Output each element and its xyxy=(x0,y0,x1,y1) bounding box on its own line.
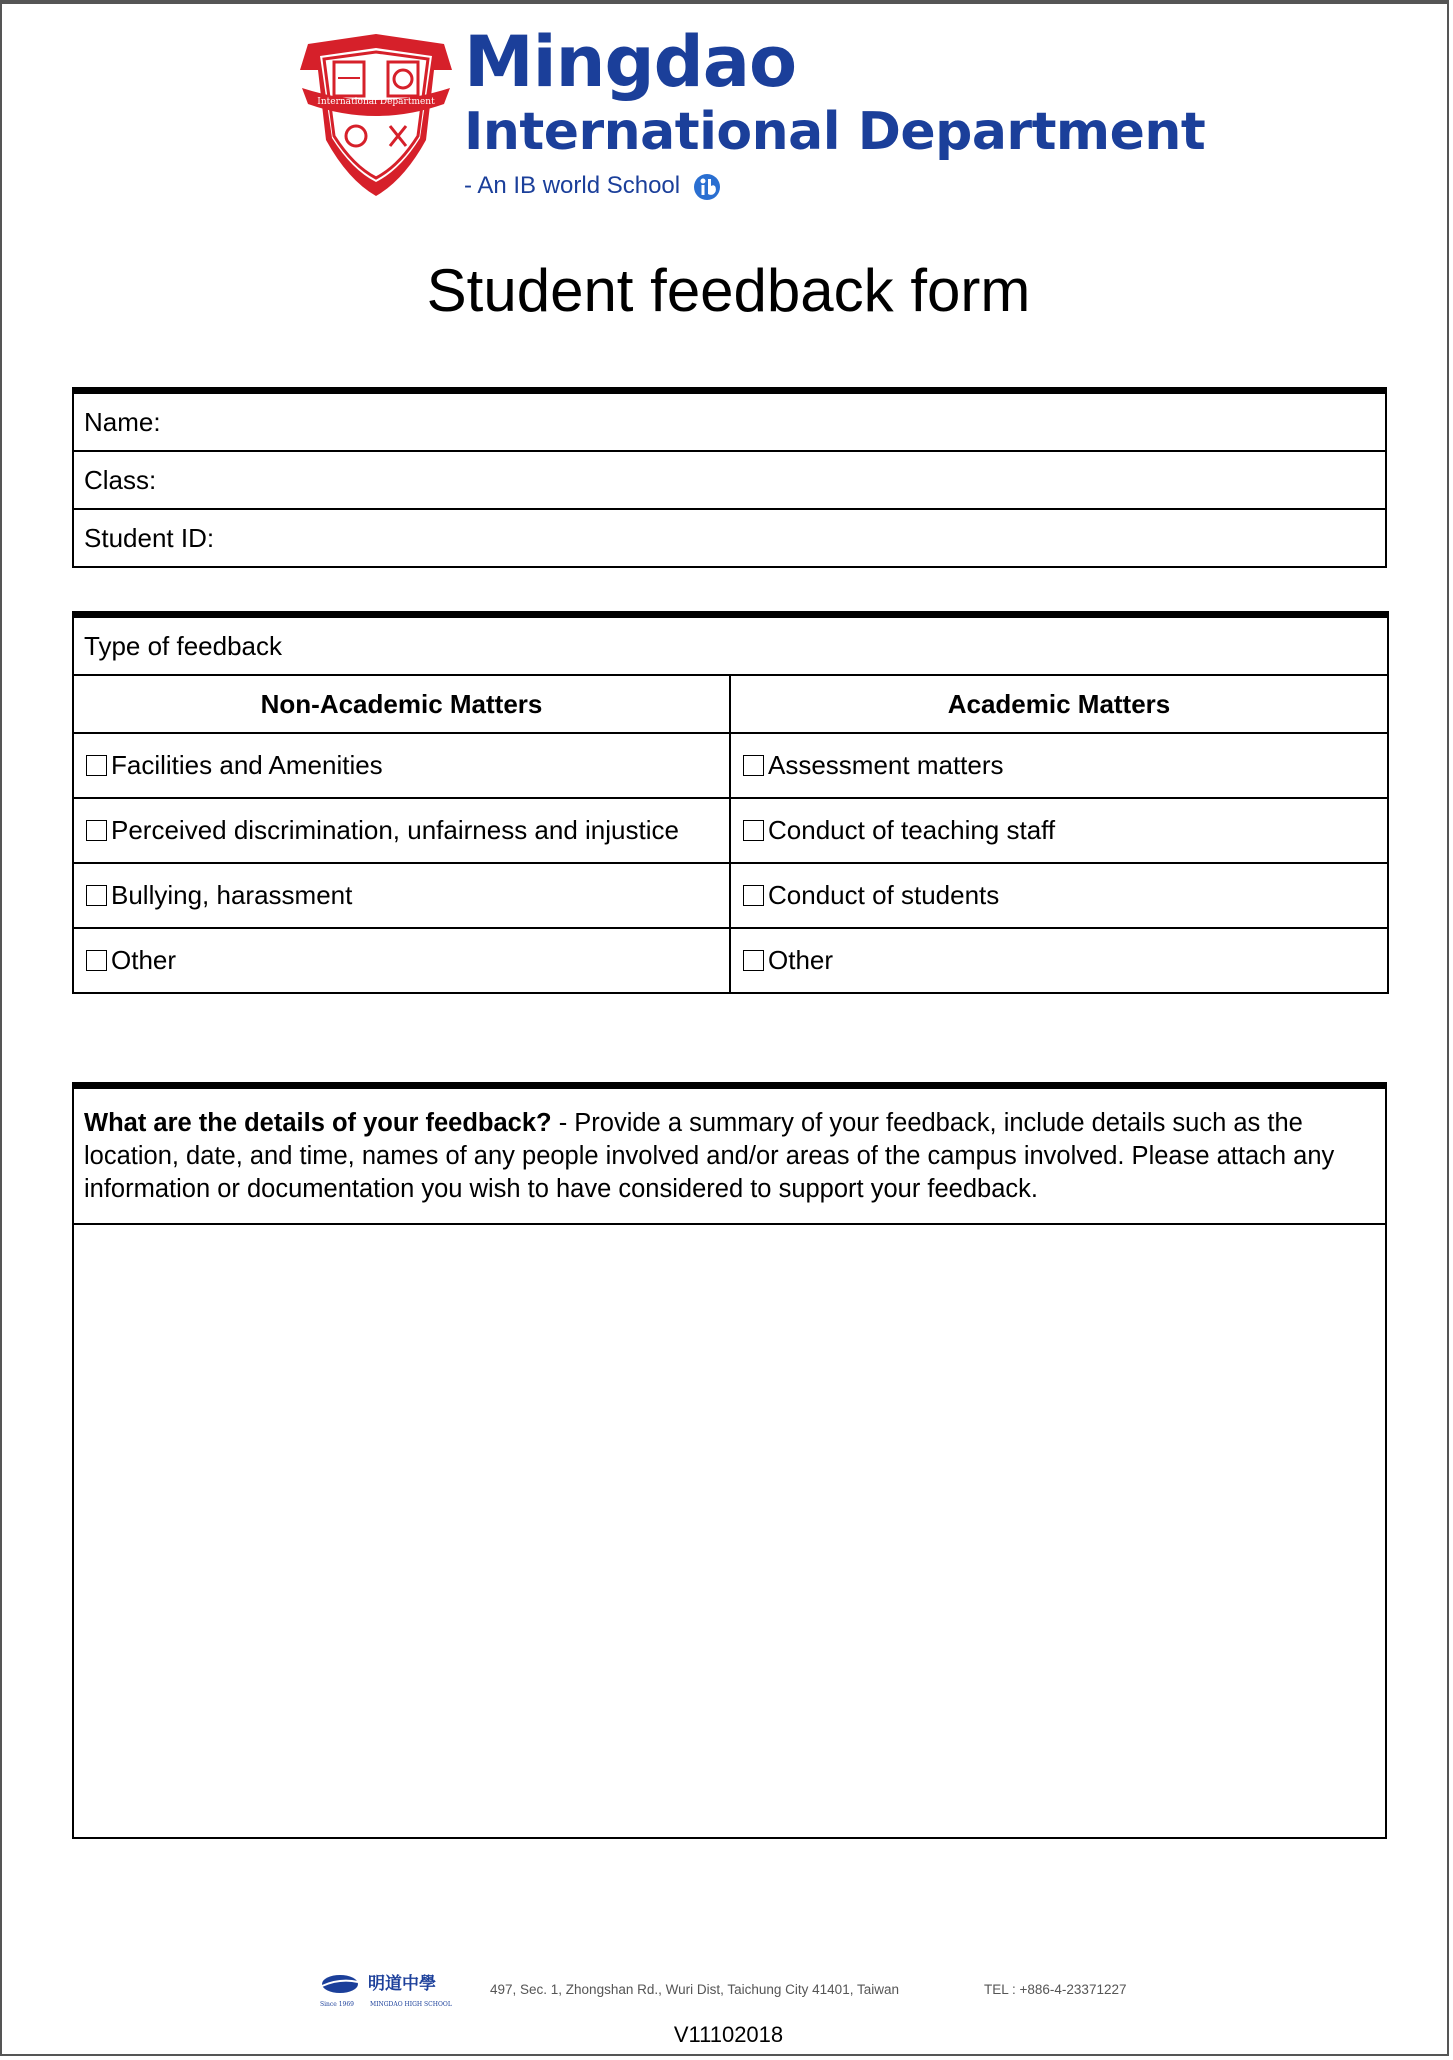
student-info-table xyxy=(72,387,1387,568)
student-id-label: Student ID: xyxy=(84,522,215,553)
student-id-field[interactable] xyxy=(73,509,1386,567)
footer-school-name-en: MINGDAO HIGH SCHOOL xyxy=(370,2001,452,2008)
name-field[interactable] xyxy=(73,391,1386,452)
checkbox-icon[interactable] xyxy=(86,755,107,776)
option-academic-other[interactable] xyxy=(730,928,1388,993)
name-label: Name: xyxy=(84,406,161,437)
footer-school-name-cn: 明道中學 xyxy=(368,1974,436,1994)
feedback-details-table xyxy=(72,1082,1387,1839)
option-non-academic-other[interactable] xyxy=(73,928,730,993)
option-facilities[interactable] xyxy=(73,733,730,798)
option-label: Perceived discrimination, unfairness and injustice xyxy=(111,815,679,845)
details-question xyxy=(73,1086,1386,1225)
details-answer-area[interactable] xyxy=(73,1224,1386,1838)
footer-phone: TEL : +886-4-23371227 xyxy=(984,1982,1127,1997)
option-label: Facilities and Amenities xyxy=(111,750,383,780)
class-field[interactable] xyxy=(73,451,1386,509)
footer-address: 497, Sec. 1, Zhongshan Rd., Wuri Dist, Taichung City 41401, Taiwan xyxy=(490,1982,899,1997)
checkbox-icon[interactable] xyxy=(743,820,764,841)
details-question-bold: What are the details of your feedback? xyxy=(84,1108,552,1137)
option-bullying[interactable] xyxy=(73,863,730,928)
option-label: Other xyxy=(111,945,177,975)
school-name-line1: Mingdao xyxy=(464,21,797,103)
feedback-type-heading: Type of feedback xyxy=(73,615,1388,676)
non-academic-header: Non-Academic Matters xyxy=(73,675,730,733)
checkbox-icon[interactable] xyxy=(86,820,107,841)
checkbox-icon[interactable] xyxy=(86,950,107,971)
document-version: V11102018 xyxy=(673,2022,784,2047)
school-shield-logo xyxy=(294,30,458,200)
option-label: Conduct of teaching staff xyxy=(768,815,1056,845)
class-label: Class: xyxy=(84,464,157,495)
academic-header: Academic Matters xyxy=(730,675,1388,733)
footer-school-logo xyxy=(318,1970,468,2014)
option-label: Assessment matters xyxy=(768,750,1004,780)
school-tagline: - An IB world School xyxy=(464,172,681,199)
checkbox-icon[interactable] xyxy=(743,950,764,971)
option-teaching-staff[interactable] xyxy=(730,798,1388,863)
checkbox-icon[interactable] xyxy=(743,755,764,776)
shield-banner-text: International Department xyxy=(317,97,435,107)
checkbox-icon[interactable] xyxy=(86,885,107,906)
option-conduct-students[interactable] xyxy=(730,863,1388,928)
details-instructions: - Provide a summary of your feedback, include details such as the location, date, and time, names of any people involved and/or areas of the campus involved. Please attach any information or documentation you wish to have considered to support your feedback. xyxy=(84,1108,1335,1203)
feedback-type-table xyxy=(72,611,1389,994)
option-label: Other xyxy=(768,945,834,975)
ib-logo-icon xyxy=(692,172,722,202)
page-title: Student feedback form xyxy=(426,257,1031,324)
option-assessment[interactable] xyxy=(730,733,1388,798)
school-name-line2: International Department xyxy=(464,102,1206,162)
footer-since: Since 1969 xyxy=(320,2001,354,2008)
option-label: Bullying, harassment xyxy=(111,880,353,910)
checkbox-icon[interactable] xyxy=(743,885,764,906)
option-label: Conduct of students xyxy=(768,880,1000,910)
school-name xyxy=(464,22,1205,162)
option-discrimination[interactable] xyxy=(73,798,730,863)
